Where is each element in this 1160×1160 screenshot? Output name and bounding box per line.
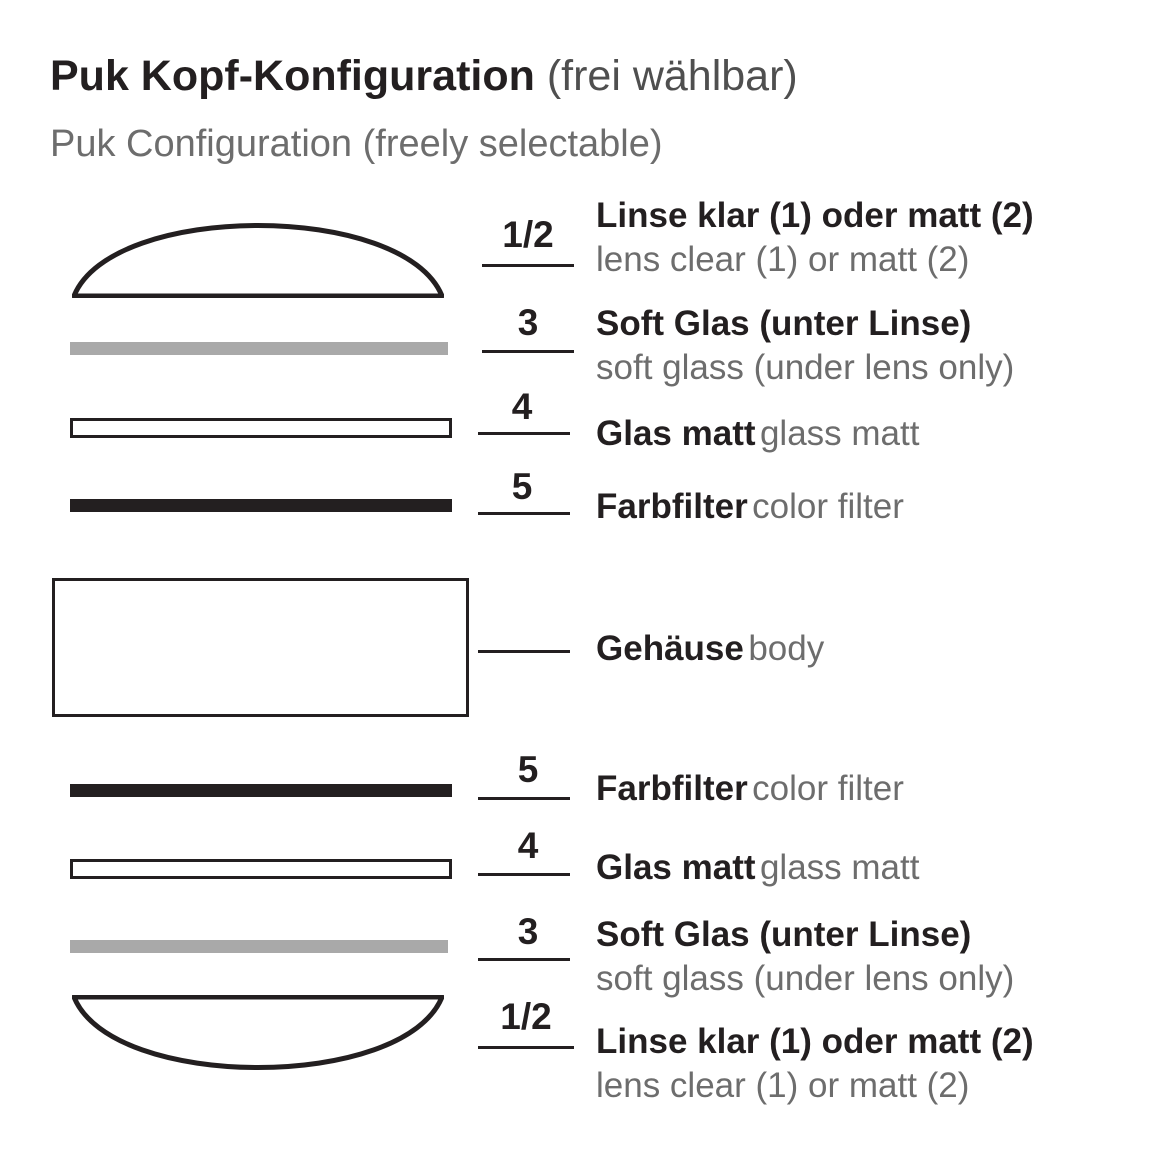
label-lens-bottom — [596, 1020, 1034, 1108]
callout-number-2: 3 — [517, 302, 539, 343]
page-title-de: Puk Kopf-Konfiguration — [50, 52, 535, 100]
color-filter-bar-top — [70, 499, 452, 512]
label-lens-top-de: Linse klar (1) oder matt (2) — [596, 196, 1034, 235]
lens-convex-down-shape — [72, 995, 444, 1097]
label-soft-glass-bottom — [596, 913, 1014, 1001]
label-soft-glass-top-de: Soft Glas (unter Linse) — [596, 304, 972, 343]
label-glass-matt-top-en: glass matt — [759, 414, 920, 453]
soft-glass-bar-bottom — [70, 940, 448, 953]
callout-number-6: 4 — [517, 825, 539, 866]
callout-number-4: 5 — [511, 466, 533, 507]
label-lens-bottom-en: lens clear (1) or matt (2) — [596, 1066, 970, 1105]
label-soft-glass-bottom-de: Soft Glas (unter Linse) — [596, 915, 972, 954]
label-soft-glass-top-en: soft glass (under lens only) — [596, 348, 1015, 387]
lens-convex-up-shape — [72, 196, 444, 298]
label-body-de: Gehäuse — [596, 629, 744, 668]
label-lens-top — [596, 194, 1034, 282]
leader-line-4 — [478, 512, 570, 515]
page-subtitle-en: Puk Configuration (freely selectable) — [50, 123, 663, 165]
label-color-filter-top — [596, 485, 904, 529]
label-soft-glass-top — [596, 302, 1014, 390]
label-body — [596, 627, 824, 671]
label-body-en: body — [748, 629, 825, 668]
callout-number-3: 4 — [511, 386, 533, 427]
page-title — [50, 48, 798, 104]
callout-number-1: 1/2 — [502, 214, 554, 255]
leader-line-8 — [478, 1046, 574, 1049]
leader-line-6 — [478, 873, 570, 876]
label-lens-top-en: lens clear (1) or matt (2) — [596, 240, 970, 279]
label-glass-matt-bottom — [596, 846, 919, 890]
label-color-filter-bottom-en: color filter — [752, 769, 904, 808]
callout-number-5: 5 — [517, 749, 539, 790]
leader-line-3 — [478, 432, 570, 435]
label-glass-matt-top — [596, 412, 919, 456]
label-lens-bottom-de: Linse klar (1) oder matt (2) — [596, 1022, 1034, 1061]
leader-line-5 — [478, 797, 570, 800]
callout-number-7: 3 — [517, 911, 539, 952]
label-color-filter-bottom — [596, 767, 904, 811]
label-color-filter-top-en: color filter — [752, 487, 904, 526]
leader-line-7 — [478, 958, 570, 961]
glass-matt-bar-top — [70, 418, 452, 438]
label-soft-glass-bottom-en: soft glass (under lens only) — [596, 959, 1015, 998]
color-filter-bar-bottom — [70, 784, 452, 797]
label-glass-matt-top-de: Glas matt — [596, 414, 756, 453]
leader-line-body — [478, 650, 570, 653]
soft-glass-bar-top — [70, 342, 448, 355]
leader-line-1 — [482, 264, 574, 267]
label-glass-matt-bottom-de: Glas matt — [596, 848, 756, 887]
body-housing-rectangle — [52, 578, 469, 717]
leader-line-2 — [482, 350, 574, 353]
label-color-filter-top-de: Farbfilter — [596, 487, 748, 526]
glass-matt-bar-bottom — [70, 859, 452, 879]
page-title-de-suffix: (frei wählbar) — [534, 52, 798, 100]
label-glass-matt-bottom-en: glass matt — [759, 848, 920, 887]
callout-number-8: 1/2 — [500, 996, 552, 1037]
label-color-filter-bottom-de: Farbfilter — [596, 769, 748, 808]
